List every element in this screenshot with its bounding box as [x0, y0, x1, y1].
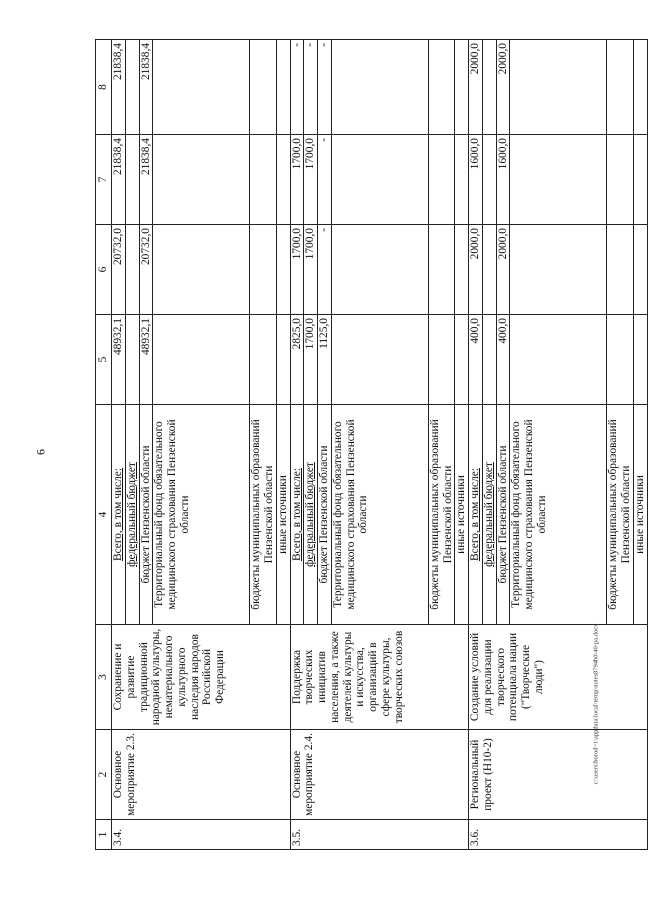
value-col8	[428, 40, 455, 135]
funding-source: бюджеты муниципальных образований Пензенской области	[607, 405, 634, 625]
event-name: Основное мероприятие 2.4.	[290, 730, 469, 820]
value-col6: 1700,0	[290, 225, 304, 315]
value-col5	[276, 315, 290, 405]
value-col6: -	[318, 225, 332, 315]
table-row	[112, 40, 126, 850]
value-col7: 21838,4	[112, 135, 126, 225]
value-col6	[153, 225, 250, 315]
funding-source: бюджет Пензенской области	[496, 405, 510, 625]
value-col5	[153, 315, 250, 405]
value-col8	[153, 40, 250, 135]
row-number: 3.6.	[469, 820, 648, 850]
value-col5	[428, 315, 455, 405]
value-col7	[482, 135, 496, 225]
value-col7	[428, 135, 455, 225]
value-col5: 48932,1	[112, 315, 126, 405]
value-col5	[455, 315, 469, 405]
value-col6	[482, 225, 496, 315]
col-number: 2	[96, 730, 112, 820]
value-col6	[607, 225, 634, 315]
value-col8	[331, 40, 428, 135]
value-col7	[125, 135, 139, 225]
row-number: 3.4.	[112, 820, 291, 850]
value-col5: 400,0	[496, 315, 510, 405]
funding-source: федеральный бюджет	[125, 405, 139, 625]
value-col6	[331, 225, 428, 315]
value-col8	[125, 40, 139, 135]
funding-source: бюджеты муниципальных образований Пензенской области	[428, 405, 455, 625]
funding-source: иные источники	[276, 405, 290, 625]
value-col5	[607, 315, 634, 405]
value-col8	[510, 40, 607, 135]
program-funding-table	[95, 39, 648, 850]
value-col7	[607, 135, 634, 225]
value-col8	[250, 40, 277, 135]
value-col7	[510, 135, 607, 225]
value-col7: 1700,0	[304, 135, 318, 225]
value-col8: -	[318, 40, 332, 135]
value-col8	[607, 40, 634, 135]
value-col7	[331, 135, 428, 225]
table-row	[290, 40, 304, 850]
value-col7: 21838,4	[139, 135, 153, 225]
col-number: 1	[96, 820, 112, 850]
value-col8: -	[304, 40, 318, 135]
value-col7: 1600,0	[496, 135, 510, 225]
funding-source: иные источники	[455, 405, 469, 625]
funding-source: бюджеты муниципальных образований Пензенской области	[250, 405, 277, 625]
funding-source: иные источники	[634, 405, 648, 625]
value-col7: 1700,0	[290, 135, 304, 225]
event-description: Создание условий для реализации творческого потенциала нации ("Творческие люди")	[469, 625, 648, 730]
value-col6: 2000,0	[469, 225, 483, 315]
funding-source: федеральный бюджет	[304, 405, 318, 625]
value-col8: 2000,0	[496, 40, 510, 135]
event-description: Сохранение и развитие традиционной народной культуры, нематериального культурного наследия народов Российской Федерации	[112, 625, 291, 730]
funding-source: Всего, в том числе:	[469, 405, 483, 625]
value-col6: 20732,0	[112, 225, 126, 315]
value-col8	[455, 40, 469, 135]
value-col6	[634, 225, 648, 315]
funding-source: Всего, в том числе:	[290, 405, 304, 625]
event-name: Региональный проект (Н10-2)	[469, 730, 648, 820]
value-col5	[125, 315, 139, 405]
funding-source: бюджет Пензенской области	[139, 405, 153, 625]
value-col7	[455, 135, 469, 225]
funding-source: Территориальный фонд обязательного медицинского страхования Пензенской области	[331, 405, 428, 625]
table-row	[469, 40, 483, 850]
value-col7	[250, 135, 277, 225]
value-col6: 1700,0	[304, 225, 318, 315]
value-col5: 1125,0	[318, 315, 332, 405]
value-col6: 20732,0	[139, 225, 153, 315]
value-col7	[634, 135, 648, 225]
value-col7	[276, 135, 290, 225]
value-col8	[276, 40, 290, 135]
funding-source: бюджет Пензенской области	[318, 405, 332, 625]
value-col6	[428, 225, 455, 315]
value-col6	[276, 225, 290, 315]
footer-file-path: c:\users\borod~1\appdata\local\temp\notes8794b0\40-pa.docx	[592, 623, 600, 785]
value-col5: 400,0	[469, 315, 483, 405]
value-col6: 2000,0	[496, 225, 510, 315]
col-number: 8	[96, 40, 112, 135]
value-col8	[482, 40, 496, 135]
funding-source: Всего, в том числе:	[112, 405, 126, 625]
value-col5	[510, 315, 607, 405]
value-col7: 1600,0	[469, 135, 483, 225]
row-number: 3.5.	[290, 820, 469, 850]
col-number: 4	[96, 405, 112, 625]
value-col8: 2000,0	[469, 40, 483, 135]
value-col7: -	[318, 135, 332, 225]
value-col8: 21838,4	[112, 40, 126, 135]
value-col8	[634, 40, 648, 135]
value-col8: 21838,4	[139, 40, 153, 135]
value-col6	[250, 225, 277, 315]
value-col5: 2825,0	[290, 315, 304, 405]
value-col7	[153, 135, 250, 225]
value-col6	[455, 225, 469, 315]
value-col6	[510, 225, 607, 315]
event-name: Основное мероприятие 2.3.	[112, 730, 291, 820]
value-col5: 1700,0	[304, 315, 318, 405]
funding-source: Территориальный фонд обязательного медицинского страхования Пензенской области	[510, 405, 607, 625]
value-col8: -	[290, 40, 304, 135]
value-col5	[482, 315, 496, 405]
page-number: 6	[33, 449, 48, 455]
col-number: 6	[96, 225, 112, 315]
col-number: 3	[96, 625, 112, 730]
value-col5: 48932,1	[139, 315, 153, 405]
event-description: Поддержка творческих инициатив населения, а также деятелей культуры и искусства, организаций в сфере культуры, творческих союзов	[290, 625, 469, 730]
value-col5	[634, 315, 648, 405]
value-col6	[125, 225, 139, 315]
col-number: 5	[96, 315, 112, 405]
funding-source: федеральный бюджет	[482, 405, 496, 625]
funding-source: Территориальный фонд обязательного медицинского страхования Пензенской области	[153, 405, 250, 625]
value-col5	[331, 315, 428, 405]
value-col5	[250, 315, 277, 405]
col-number: 7	[96, 135, 112, 225]
column-number-row	[96, 40, 112, 850]
